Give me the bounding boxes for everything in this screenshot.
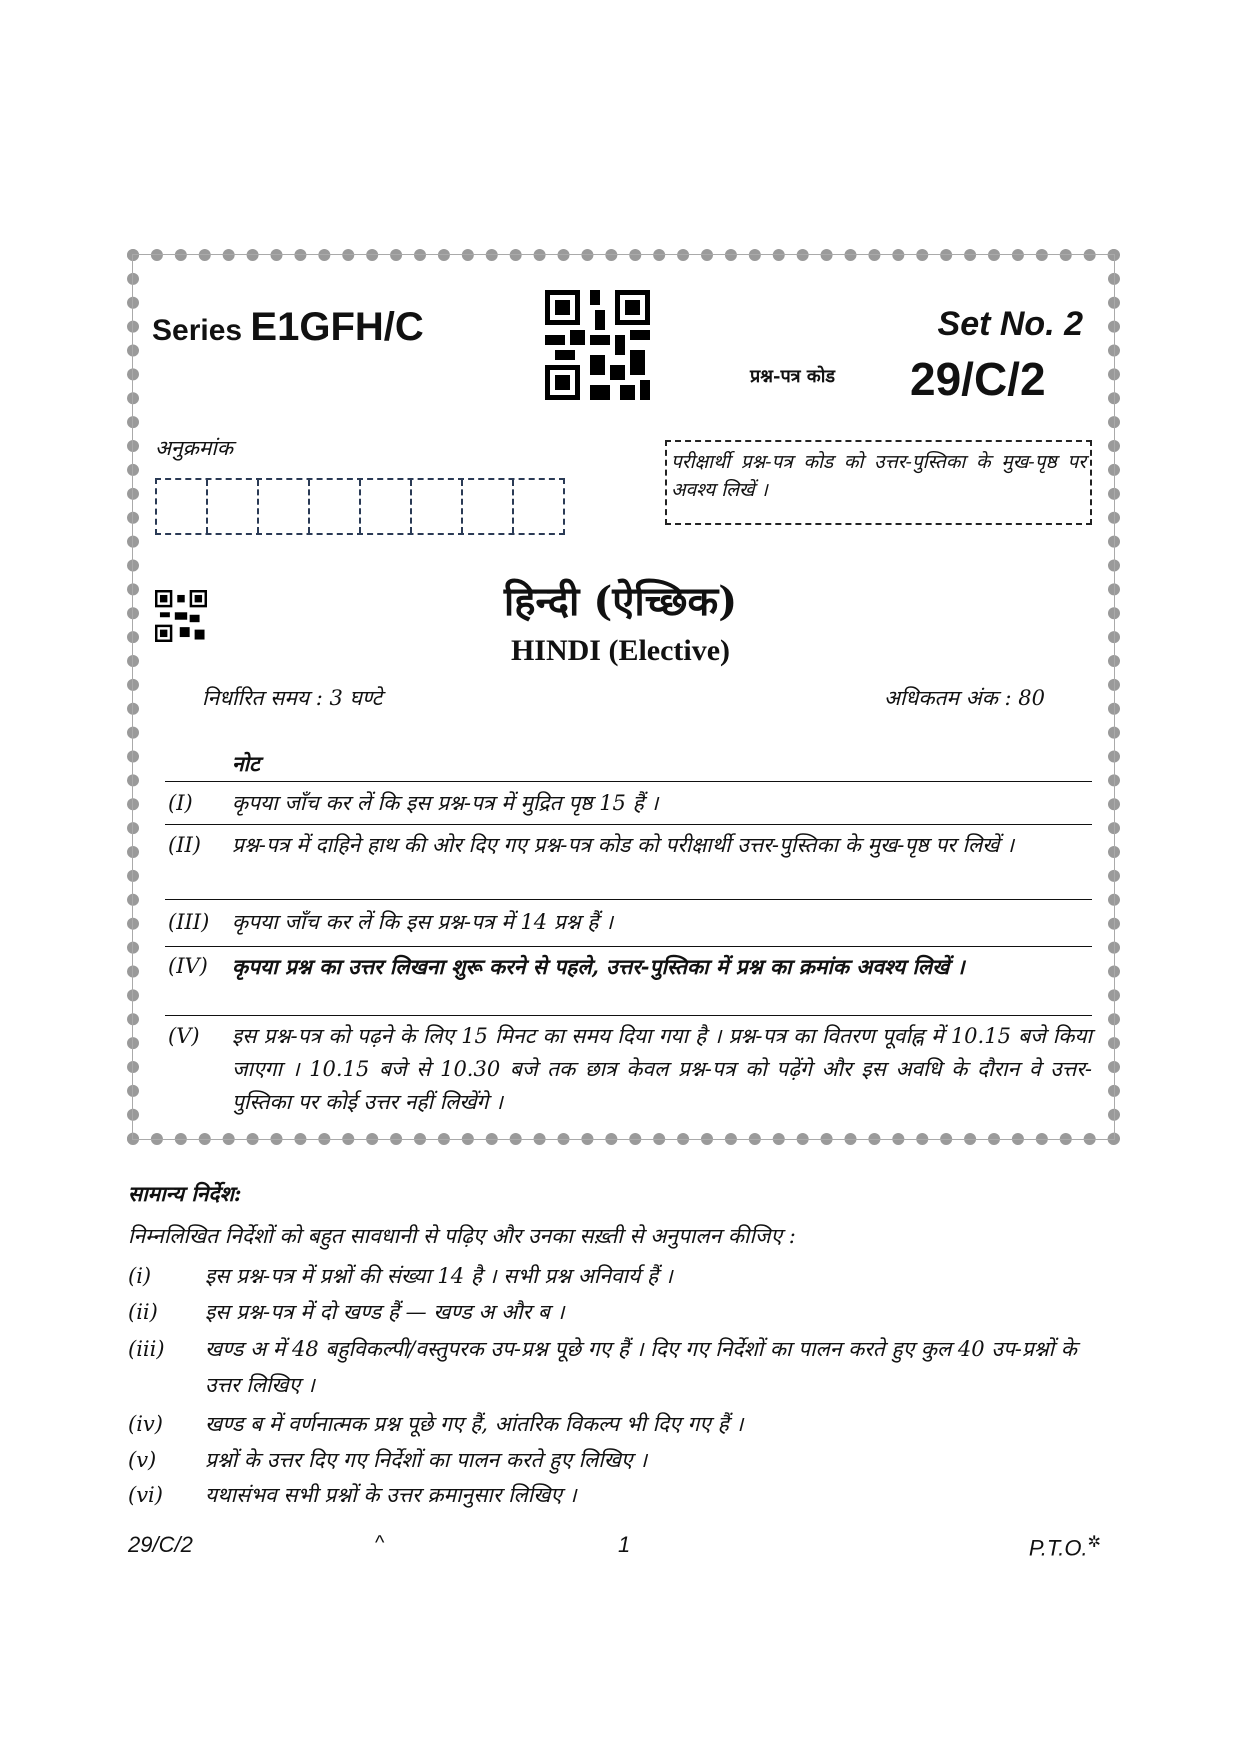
instruction-item: (vi) यथासंभव सभी प्रश्नों के उत्तर क्रमानुसार लिखिए ।	[128, 1483, 577, 1507]
divider	[165, 1015, 1092, 1016]
qr-code-icon	[545, 290, 650, 400]
subject-title-english: HINDI (Elective)	[510, 634, 731, 667]
divider	[165, 781, 1092, 782]
page-number: 1	[618, 1532, 631, 1557]
note-item: (II) प्रश्न-पत्र में दाहिने हाथ की ओर दिए गए प्रश्न-पत्र कोड को परीक्षार्थी उत्तर-पुस्तिका के मुख-पृष्ठ पर लिखें ।	[168, 833, 1015, 857]
subject-title-hindi: हिन्दी (ऐच्छिक)	[503, 578, 738, 625]
instruction-item: (v) प्रश्नों के उत्तर दिए गए निर्देशों का पालन करते हुए लिखिए ।	[128, 1448, 648, 1472]
instruction-item: (iv) खण्ड ब में वर्णनात्मक प्रश्न पूछे गए हैं, आंतरिक विकल्प भी दिए गए हैं ।	[128, 1412, 744, 1436]
roll-number-label: अनुक्रमांक	[155, 436, 233, 460]
set-number: Set No. 2	[937, 305, 1083, 343]
note-item: (I) कृपया जाँच कर लें कि इस प्रश्न-पत्र में मुद्रित पृष्ठ 15 हैं ।	[168, 791, 659, 815]
series	[152, 305, 424, 350]
instruction-item: (iii) खण्ड अ में 48 बहुविकल्पी/वस्तुपरक उप-प्रश्न पूछे गए हैं । दिए गए निर्देशों का पालन करते हुए कुल 40 उप-प्रश्नों के उत्तर लिखिए ।	[128, 1337, 1077, 1397]
qp-code: 29/C/2	[910, 353, 1046, 405]
footer-caret: ^	[375, 1532, 385, 1554]
footer-code: 29/C/2	[128, 1532, 193, 1557]
roll-number-boxes[interactable]	[155, 478, 565, 535]
star-icon: ✲	[1087, 1534, 1101, 1551]
series-label: Series	[152, 314, 243, 347]
code-note-box: परीक्षार्थी प्रश्न-पत्र कोड को उत्तर-पुस्तिका के मुख-पृष्ठ पर अवश्य लिखें ।	[665, 440, 1092, 525]
instruction-item: (ii) इस प्रश्न-पत्र में दो खण्ड हैं — खण्ड अ और ब ।	[128, 1300, 565, 1324]
note-item: (V) इस प्रश्न-पत्र को पढ़ने के लिए 15 मिनट का समय दिया गया है । प्रश्न-पत्र का वितरण पूर्वाह्न में 10.15 बजे किया जाएगा । 10.15 बजे से 10.30 बजे तक छात्र केवल प्रश्न-पत्र को पढ़ेंगे और इस अवधि के दौरान वे उत्तर-पुस्तिका पर कोई उत्तर नहीं लिखेंगे ।	[168, 1024, 1092, 1114]
instruction-item: (i) इस प्रश्न-पत्र में प्रश्नों की संख्या 14 है । सभी प्रश्न अनिवार्य हैं ।	[128, 1264, 673, 1288]
divider	[165, 946, 1092, 947]
general-instructions-heading: सामान्य निर्देश:	[128, 1181, 242, 1206]
time-allowed: निर्धारित समय : 3 घण्टे	[202, 686, 383, 710]
divider	[165, 899, 1092, 900]
divider	[165, 824, 1092, 825]
qp-code-label: प्रश्न-पत्र कोड	[750, 366, 835, 387]
general-instructions-intro: निम्नलिखित निर्देशों को बहुत सावधानी से पढ़िए और उनका सख़्ती से अनुपालन कीजिए :	[128, 1224, 796, 1248]
maximum-marks: अधिकतम अंक : 80	[883, 686, 1045, 710]
note-heading: नोट	[232, 751, 260, 776]
note-item: (IV) कृपया प्रश्न का उत्तर लिखना शुरू करने से पहले, उत्तर-पुस्तिका में प्रश्न का क्रमांक अवश्य लिखें ।	[168, 954, 965, 979]
pto-label: P.T.O.✲	[1028, 1534, 1101, 1561]
series-code: E1GFH/C	[250, 305, 424, 349]
note-item: (III) कृपया जाँच कर लें कि इस प्रश्न-पत्र में 14 प्रश्न हैं ।	[168, 910, 614, 934]
